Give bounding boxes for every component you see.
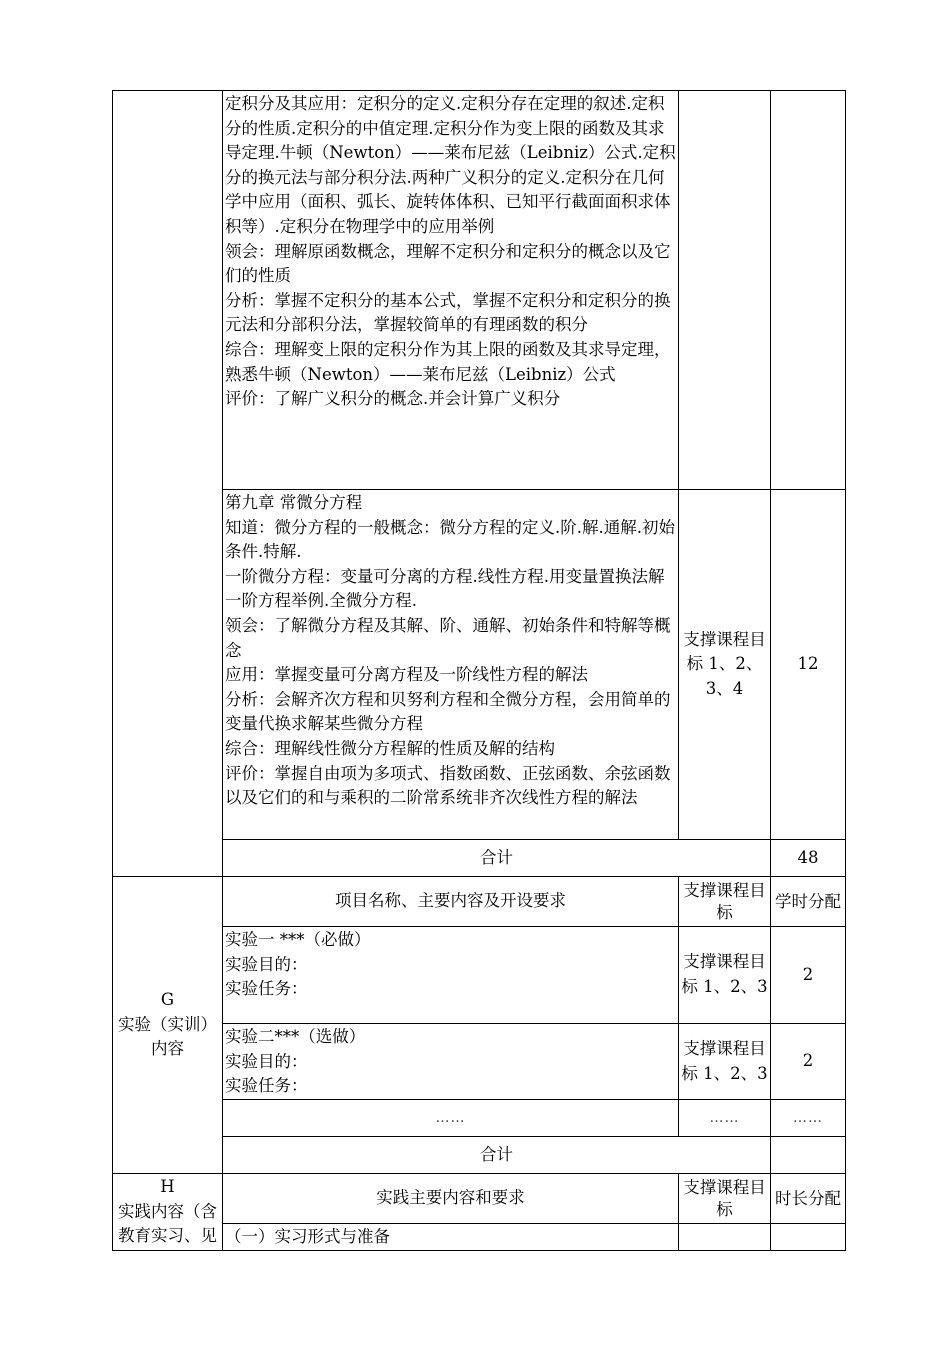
section-h-first-support — [679, 1224, 771, 1251]
section-h-first-hours — [771, 1224, 846, 1251]
ellipsis-content — [223, 1100, 679, 1137]
section-h-label-cell — [113, 1174, 223, 1251]
syllabus-table — [112, 90, 846, 1251]
ellipsis-support-text: …… — [709, 1110, 740, 1127]
chapter9-know: 知道：微分方程的一般概念：微分方程的定义.阶.解.通解.初始条件.特解. — [225, 517, 675, 562]
section-g-hours-header: 学时分配 — [771, 877, 846, 927]
experiment-1-title: 实验一 ***（必做） — [225, 930, 371, 949]
chapter8-evaluate: 评价：了解广义积分的概念.并会计算广义积分 — [225, 389, 561, 409]
chapter9-first-order: 一阶微分方程：变量可分离的方程.线性方程.用变量置换法解一阶方程举例.全微分方程. — [225, 566, 665, 611]
chapter8-comprehend: 领会：理解原函数概念，理解不定积分和定积分的概念以及它们的性质 — [225, 241, 671, 286]
experiment-2-support: 支撑课程目标 1、2、3 — [679, 1024, 771, 1100]
chapter9-comprehend: 领会：了解微分方程及其解、阶、通解、初始条件和特解等概念 — [225, 615, 671, 660]
section-h-code: H — [160, 1176, 175, 1196]
theory-total-value: 48 — [771, 840, 846, 877]
chapter8-row — [113, 91, 846, 490]
experiment-1-purpose: 实验目的： — [225, 954, 308, 974]
section-g-total-value — [771, 1137, 846, 1174]
section-h-title: 实践内容（含教育实习、见 — [118, 1201, 217, 1246]
section-g-total-row — [113, 1137, 846, 1174]
chapter8-hours-cell — [771, 91, 846, 490]
section-h-first-row — [113, 1224, 846, 1251]
experiment-2-task: 实验任务： — [225, 1076, 308, 1096]
experiment-row — [113, 927, 846, 1024]
theory-total-label: 合计 — [223, 840, 771, 877]
chapter9-title: 第九章 常微分方程 — [225, 493, 363, 512]
chapter9-support: 支撑课程目标 1、2、3、4 — [679, 490, 771, 840]
experiment-row — [113, 1024, 846, 1100]
section-g-title: 实验（实训）内容 — [118, 1014, 217, 1059]
section-g-code: G — [160, 990, 175, 1010]
section-h-content-header: 实践主要内容和要求 — [223, 1174, 679, 1224]
ellipsis-hours — [771, 1100, 846, 1137]
section-h-first-content: （一）实习形式与准备 — [223, 1224, 679, 1251]
chapter8-content-cell — [223, 91, 679, 490]
chapter9-analyze: 分析：会解齐次方程和贝努利方程和全微分方程，会用简单的变量代换求解某些微分方程 — [225, 689, 671, 734]
experiment-1-content — [223, 927, 679, 1024]
chapter9-row — [113, 490, 846, 840]
experiment-2-hours: 2 — [771, 1024, 846, 1100]
chapter9-content-cell — [223, 490, 679, 840]
section-f-label-cell — [113, 91, 223, 877]
section-g-header-row — [113, 877, 846, 927]
ellipsis-support — [679, 1100, 771, 1137]
ellipsis-content-text: …… — [435, 1110, 466, 1127]
theory-total-row — [113, 840, 846, 877]
experiment-2-title: 实验二***（选做） — [225, 1027, 366, 1046]
section-g-total-label: 合计 — [223, 1137, 771, 1174]
chapter8-analyze: 分析：掌握不定积分的基本公式，掌握不定积分和定积分的换元法和分部积分法，掌握较简单的有理函数的积分 — [225, 290, 671, 335]
chapter9-synthesize: 综合：理解线性微分方程解的性质及解的结构 — [225, 738, 555, 758]
section-g-content-header: 项目名称、主要内容及开设要求 — [223, 877, 679, 927]
section-h-hours-header: 时长分配 — [771, 1174, 846, 1224]
ellipsis-row — [113, 1100, 846, 1137]
ellipsis-hours-text: …… — [793, 1110, 823, 1127]
experiment-2-purpose: 实验目的： — [225, 1051, 308, 1071]
section-g-support-header: 支撑课程目标 — [679, 877, 771, 927]
section-h-header-row — [113, 1174, 846, 1224]
chapter9-hours: 12 — [771, 490, 846, 840]
chapter8-support-cell — [679, 91, 771, 490]
chapter8-summary: 定积分及其应用：定积分的定义.定积分存在定理的叙述.定积分的性质.定积分的中值定理.定积分作为变上限的函数及其求导定理.牛顿（Newton）——莱布尼兹（Leibniz）公式.定积分的换元法与部分积分法.两种广义积分的定义.定积分在几何学中应用（面积、弧长、旋转体体积、已知平行截面面积求体积等）.定积分在物理学中的应用举例 — [225, 94, 676, 236]
experiment-1-task: 实验任务： — [225, 979, 308, 999]
experiment-1-support: 支撑课程目标 1、2、3 — [679, 927, 771, 1024]
chapter9-evaluate: 评价：掌握自由项为多项式、指数函数、正弦函数、余弦函数以及它们的和与乘积的二阶常系统非齐次线性方程的解法 — [225, 763, 671, 808]
experiment-2-content — [223, 1024, 679, 1100]
experiment-1-hours: 2 — [771, 927, 846, 1024]
chapter8-synthesize: 综合：理解变上限的定积分作为其上限的函数及其求导定理，熟悉牛顿（Newton）——莱布尼兹（Leibniz）公式 — [225, 339, 671, 384]
section-h-support-header: 支撑课程目标 — [679, 1174, 771, 1224]
chapter9-apply: 应用：掌握变量可分离方程及一阶线性方程的解法 — [225, 665, 588, 685]
section-g-label-cell — [113, 877, 223, 1174]
